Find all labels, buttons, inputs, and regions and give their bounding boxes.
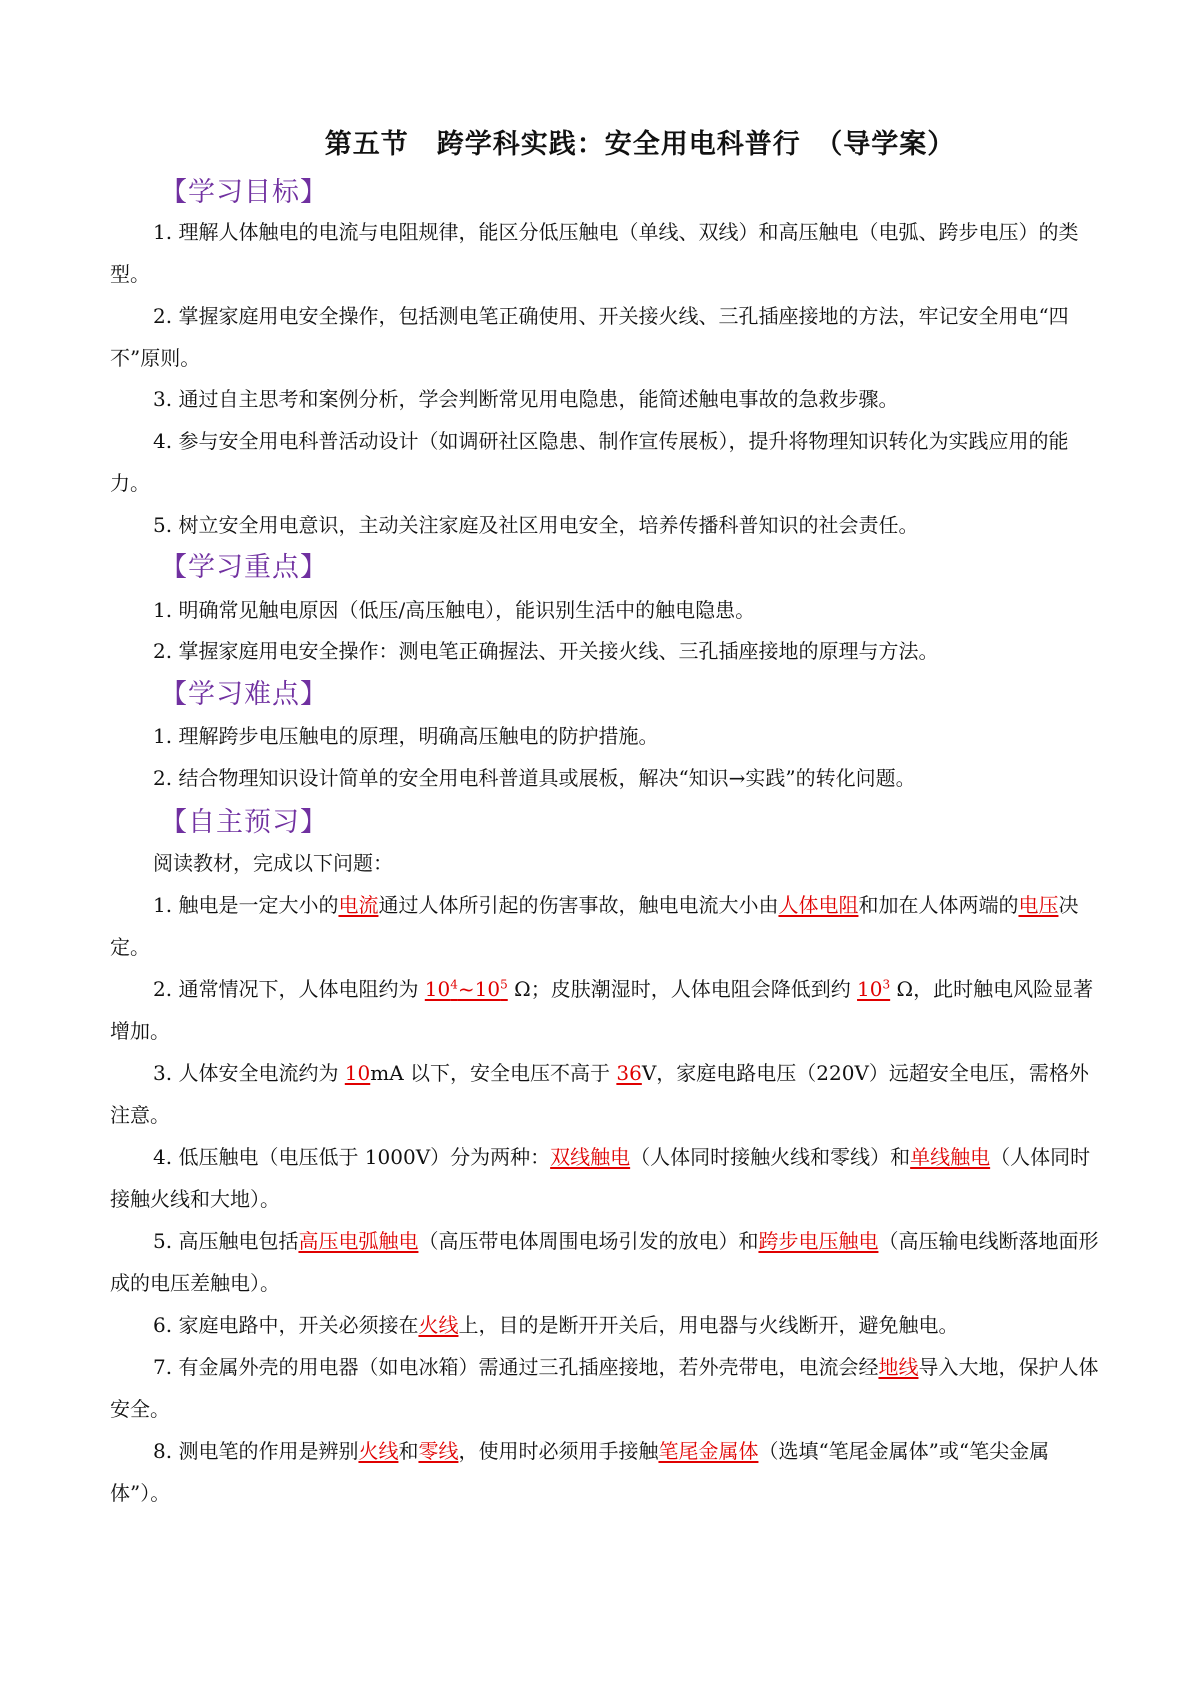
question-text: mA 以下，安全电压不高于 — [370, 1061, 617, 1085]
answer-blank: 36 — [616, 1061, 642, 1085]
preview-question-2 — [110, 968, 1100, 1052]
question-text: 和加在人体两端的 — [858, 893, 1019, 917]
difficult-point-item: 1. 理解跨步电压触电的原理，明确高压触电的防护措施。 — [153, 724, 659, 748]
question-text: 7. 有金属外壳的用电器（如电冰箱）需通过三孔插座接地，若外壳带电，电流会经 — [153, 1355, 879, 1379]
question-text: 5. 高压触电包括 — [153, 1229, 299, 1253]
preview-question-6 — [110, 1304, 1100, 1346]
section-heading-difficult: 【学习难点】 — [160, 679, 328, 710]
answer-blank: 电流 — [338, 893, 379, 917]
preview-intro: 阅读教材，完成以下问题： — [153, 851, 393, 875]
key-point-item: 1. 明确常见触电原因（低压/高压触电），能识别生活中的触电隐患。 — [153, 598, 756, 622]
answer-blank: 火线 — [418, 1313, 459, 1337]
question-text: （人体同时接触火线和大地）。 — [110, 1145, 1091, 1211]
difficult-point-item: 2. 结合物理知识设计简单的安全用电科普道具或展板，解决“知识→实践”的转化问题。 — [153, 766, 916, 790]
answer-blank: 电压 — [1018, 893, 1059, 917]
answer-blank: 火线 — [358, 1439, 399, 1463]
preview-question-7 — [110, 1346, 1100, 1430]
question-text: 4. 低压触电（电压低于 1000V）分为两种： — [153, 1145, 551, 1169]
question-text: Ω，此时触电风险显著增加。 — [110, 977, 1094, 1043]
question-text: 1. 触电是一定大小的 — [153, 893, 339, 917]
preview-question-8 — [110, 1430, 1100, 1514]
answer-blank: 笔尾金属体 — [658, 1439, 759, 1463]
goal-item: 4. 参与安全用电科普活动设计（如调研社区隐患、制作宣传展板），提升将物理知识转化为实践应用的能力。 — [110, 429, 1069, 495]
question-text: V，家庭电路电压（220V）远超安全电压，需格外注意。 — [110, 1061, 1089, 1127]
answer-blank: 高压电弧触电 — [298, 1229, 419, 1253]
page-title: 第五节 跨学科实践：安全用电科普行 （导学案） — [324, 129, 956, 160]
answer-blank: $10^3$ — [857, 977, 891, 1001]
section-heading-key: 【学习重点】 — [160, 552, 328, 583]
preview-question-1 — [110, 884, 1100, 968]
question-text: 导入大地，保护人体安全。 — [110, 1355, 1099, 1421]
question-text: 3. 人体安全电流约为 — [153, 1061, 345, 1085]
question-text: （选填“笔尾金属体”或“笔尖金属体”）。 — [110, 1439, 1050, 1505]
question-text: 2. 通常情况下，人体电阻约为 — [153, 977, 425, 1001]
question-text: （高压输电线断落地面形成的电压差触电）。 — [110, 1229, 1099, 1295]
answer-blank: 零线 — [418, 1439, 459, 1463]
answer-blank: 跨步电压触电 — [758, 1229, 879, 1253]
question-text: 上，目的是断开开关后，用电器与火线断开，避免触电。 — [458, 1313, 959, 1337]
question-text: （人体同时接触火线和零线）和 — [630, 1145, 911, 1169]
key-point-item: 2. 掌握家庭用电安全操作：测电笔正确握法、开关接火线、三孔插座接地的原理与方法。 — [153, 639, 939, 663]
goal-item: 2. 掌握家庭用电安全操作，包括测电笔正确使用、开关接火线、三孔插座接地的方法，牢记安全用电“四不”原则。 — [110, 304, 1069, 370]
question-text: Ω；皮肤潮湿时，人体电阻会降低到约 — [507, 977, 858, 1001]
answer-blank: 双线触电 — [550, 1145, 631, 1169]
section-heading-goals: 【学习目标】 — [160, 177, 328, 208]
question-text: ，使用时必须用手接触 — [458, 1439, 659, 1463]
preview-question-5 — [110, 1220, 1100, 1304]
question-text: 通过人体所引起的伤害事故，触电电流大小由 — [378, 893, 779, 917]
answer-blank: 地线 — [878, 1355, 919, 1379]
goal-item: 3. 通过自主思考和案例分析，学会判断常见用电隐患，能简述触电事故的急救步骤。 — [153, 387, 899, 411]
answer-blank: $10^4\sim 10^5$ — [424, 977, 508, 1001]
question-text: （高压带电体周围电场引发的放电）和 — [418, 1229, 759, 1253]
preview-question-4 — [110, 1136, 1100, 1220]
preview-question-3 — [110, 1052, 1100, 1136]
goal-item: 1. 理解人体触电的电流与电阻规律，能区分低压触电（单线、双线）和高压触电（电弧、跨步电压）的类型。 — [110, 220, 1079, 286]
question-text: 8. 测电笔的作用是辨别 — [153, 1439, 359, 1463]
goal-item: 5. 树立安全用电意识，主动关注家庭及社区用电安全，培养传播科普知识的社会责任。 — [153, 513, 919, 537]
question-text: 决定。 — [110, 893, 1079, 959]
question-text: 和 — [398, 1439, 419, 1463]
answer-blank: 10 — [344, 1061, 371, 1085]
answer-blank: 人体电阻 — [778, 893, 859, 917]
section-heading-preview: 【自主预习】 — [160, 807, 328, 838]
question-text: 6. 家庭电路中，开关必须接在 — [153, 1313, 419, 1337]
answer-blank: 单线触电 — [910, 1145, 991, 1169]
